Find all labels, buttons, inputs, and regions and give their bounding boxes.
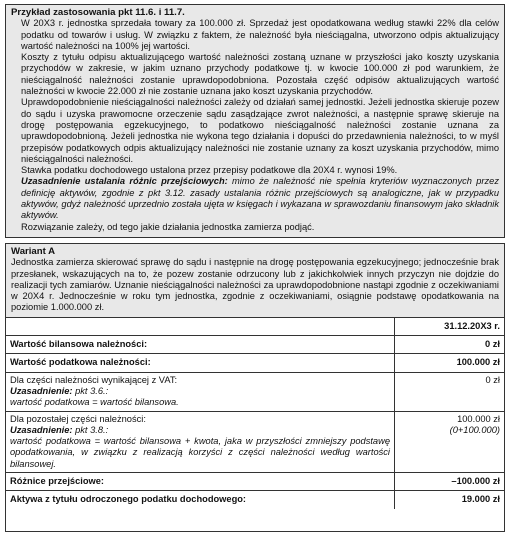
table-row	[6, 491, 504, 509]
row-label	[6, 411, 395, 472]
table-row	[6, 318, 504, 336]
row-label: Wartość podatkowa należności:	[6, 354, 395, 372]
example-paragraph-2: Koszty z tytułu odpisu aktualizującego wartość należności zostaną uznane w przyszłości jako koszty uzyskania przychodów w zakresie, w jakim uznano przychody podatkowe tj. w kwocie 100.000 zł pod warunkiem, że nieściągalność należności zostanie uprawdopodobniona. Pozostała część odpisów aktualizujących wartość należności w kwocie 22.000 zł nie zostanie uznana jako koszt uzyskania przychodów.	[21, 52, 499, 97]
variant-title: Wariant A	[11, 246, 56, 257]
row-heading: Dla pozostałej części należności:	[10, 413, 146, 424]
table-row	[6, 354, 504, 372]
row-label: Aktywa z tytułu odroczonego podatku dochodowego:	[6, 491, 395, 509]
row-formula: wartość podatkowa = wartość bilansowa + kwota, jaka w przyszłości zmniejszy podstawę opodatkowania, w związku z realizacją korzyści z części należności według wartości bilansowej.	[10, 436, 390, 469]
row-value: 100.000 zł (0+100.000)	[395, 411, 505, 472]
row-value: 100.000 zł	[395, 354, 505, 372]
example-box	[5, 4, 505, 238]
table-row	[6, 336, 504, 354]
variant-box	[5, 243, 505, 532]
table-row	[6, 372, 504, 411]
example-paragraph-3: Uprawdopodobnienie nieściągalności należności zależy od działań samej jednostki. Jeżeli jednostka skieruje pozew do sądu i uzyska prawomocne orzeczenie sądu zasądzające zwrot należności, a następnie sprawę skieruje na drogę postępowania egzekucyjnego, to podatkowo nieściągalność należności zostanie uznana za uprawdopodobnioną. Jeżeli jednostka nie wykona tego działania i dopuści do przedawnienia należności, to w myśl przepisów podatkowych odpis aktualizujący należności nie zostanie uznany za koszt uzyskania przychodów, mimo nieściągalności należności.	[21, 97, 499, 164]
example-paragraph-4: Stawka podatku dochodowego ustalona przez przepisy podatkowe dla 20X4 r. wynosi 19%.	[21, 165, 398, 176]
variant-table	[6, 318, 504, 509]
table-row	[6, 411, 504, 472]
row-value: –100.000 zł	[395, 473, 505, 491]
row-value: 0 zł	[395, 372, 505, 411]
example-paragraph-6: Rozwiązanie zależy, od tego jakie działania jednostka zamierza podjąć.	[21, 221, 315, 232]
row-formula: wartość podatkowa = wartość bilansowa.	[10, 397, 179, 408]
row-justification: Uzasadnienie: pkt 3.6.:	[10, 385, 109, 396]
justification-text: mimo że należność nie spełnia kryteriów wyznaczonych przez definicję aktywów, zgodnie z pkt 3.12. zasady ustalania różnic przejściowych są analogiczne, jak w przypadku aktywów, gdyż należność uprzednio została ujęta w księgach i wykazana w sprawozdaniu finansowym jako składnik aktywów.	[21, 176, 499, 221]
table-row	[6, 473, 504, 491]
variant-intro	[6, 244, 504, 318]
date-header: 31.12.20X3 r.	[444, 320, 500, 331]
row-label: Wartość bilansowa należności:	[6, 336, 395, 354]
row-label	[6, 372, 395, 411]
example-title: Przykład zastosowania pkt 11.6. i 11.7.	[11, 7, 185, 18]
variant-text: Jednostka zamierza skierować sprawę do sądu i następnie na drogę postępowania egzekucyjnego; jednocześnie brak przesłanek, wskazujących na to, że pozew zostanie odrzucony lub z jakichkolwiek innych przyczyn nie dojdzie do realizacji tych zamiarów. Uznanie nieściągalności należności za uprawdopodobnione nastąpi zgodnie z oczekiwaniami w 20X4 r. Jednocześnie w roku tym jednostka, zgodnie z oczekiwaniami, osiągnie podstawę opodatkowania na poziomie 1.000.000 zł.	[11, 257, 499, 313]
example-paragraph-5	[11, 176, 499, 221]
row-heading: Dla części należności wynikającej z VAT:	[10, 374, 178, 385]
row-value: 0 zł	[395, 336, 505, 354]
example-paragraph-1: W 20X3 r. jednostka sprzedała towary za 100.000 zł. Sprzedaż jest opodatkowana według stawki 22% dla celów podatku od towarów i usług. W związku z faktem, że należność była nieściągalna, utworzono odpis aktualizujący wartość należności na 100% jej wartości.	[21, 18, 499, 51]
row-value: 19.000 zł	[395, 491, 505, 509]
row-justification: Uzasadnienie: pkt 3.8.:	[10, 424, 109, 435]
justification-label: Uzasadnienie ustalania różnic przejściowych:	[21, 176, 228, 187]
row-label: Różnice przejściowe:	[6, 473, 395, 491]
